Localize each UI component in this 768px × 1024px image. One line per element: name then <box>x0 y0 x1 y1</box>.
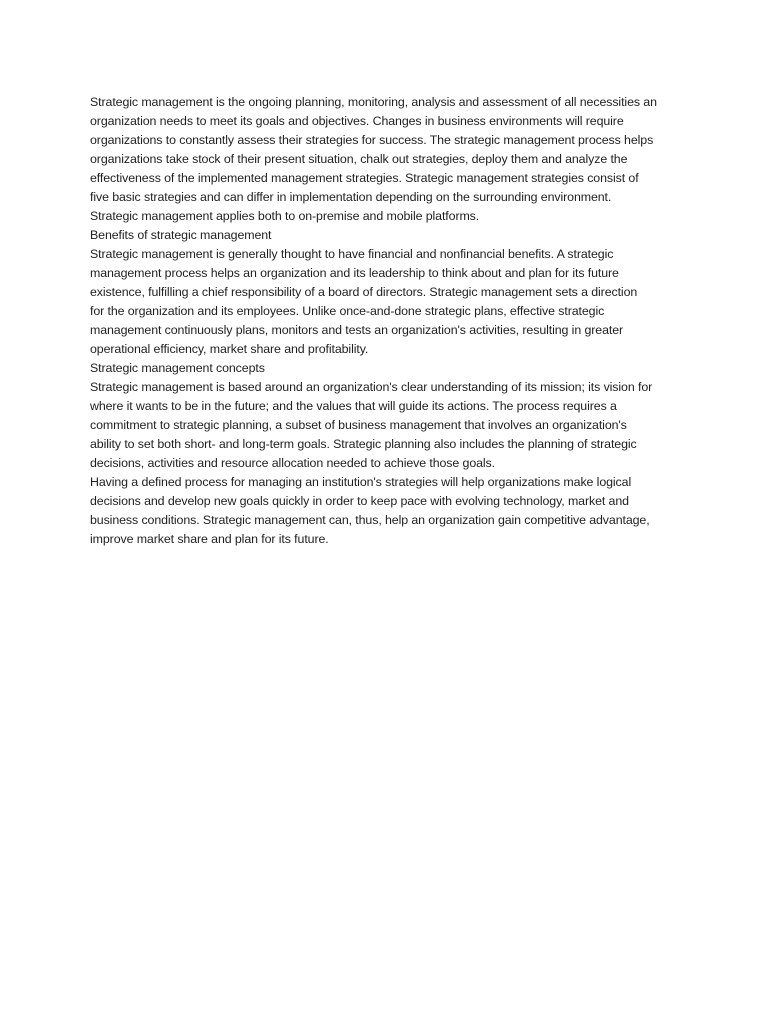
paragraph-concepts: Strategic management is based around an organization's clear understanding of its mission; its vision for where it wants to be in the future; and the values that will guide its actions. The process requires a commitment to strategic planning, a subset of business management that involves an organization's ability to set both short- and long-term goals. Strategic planning also includes the planning of strategic decisions, activities and resource allocation needed to achieve those goals. <box>90 380 653 470</box>
paragraph-benefits: Strategic management is generally thought to have financial and nonfinancial benefits. A strategic management process helps an organization and its leadership to think about and plan for its future existence, fulfilling a chief responsibility of a board of directors. Strategic management sets a direction for the organization and its employees. Unlike once-and-done strategic plans, effective strategic management continuously plans, monitors and tests an organization's activities, resulting in greater operational efficiency, market share and profitability. <box>90 247 638 356</box>
heading-benefits: Benefits of strategic management <box>90 228 272 242</box>
heading-concepts: Strategic management concepts <box>90 361 265 375</box>
paragraph-process: Having a defined process for managing an institution's strategies will help organizations make logical decisions and develop new goals quickly in order to keep pace with evolving technology, market and business conditions. Strategic management can, thus, help an organization gain competitive advantage, improve market share and plan for its future. <box>90 475 650 546</box>
paragraph-intro: Strategic management is the ongoing planning, monitoring, analysis and assessment of all necessities an organization needs to meet its goals and objectives. Changes in business environments will require organizations to constantly assess their strategies for success. The strategic management process helps organizations take stock of their present situation, chalk out strategies, deploy them and analyze the effectiveness of the implemented management strategies. Strategic management strategies consist of five basic strategies and can differ in implementation depending on the surrounding environment. Strategic management applies both to on-premise and mobile platforms. <box>90 95 657 223</box>
document-body <box>90 93 682 549</box>
